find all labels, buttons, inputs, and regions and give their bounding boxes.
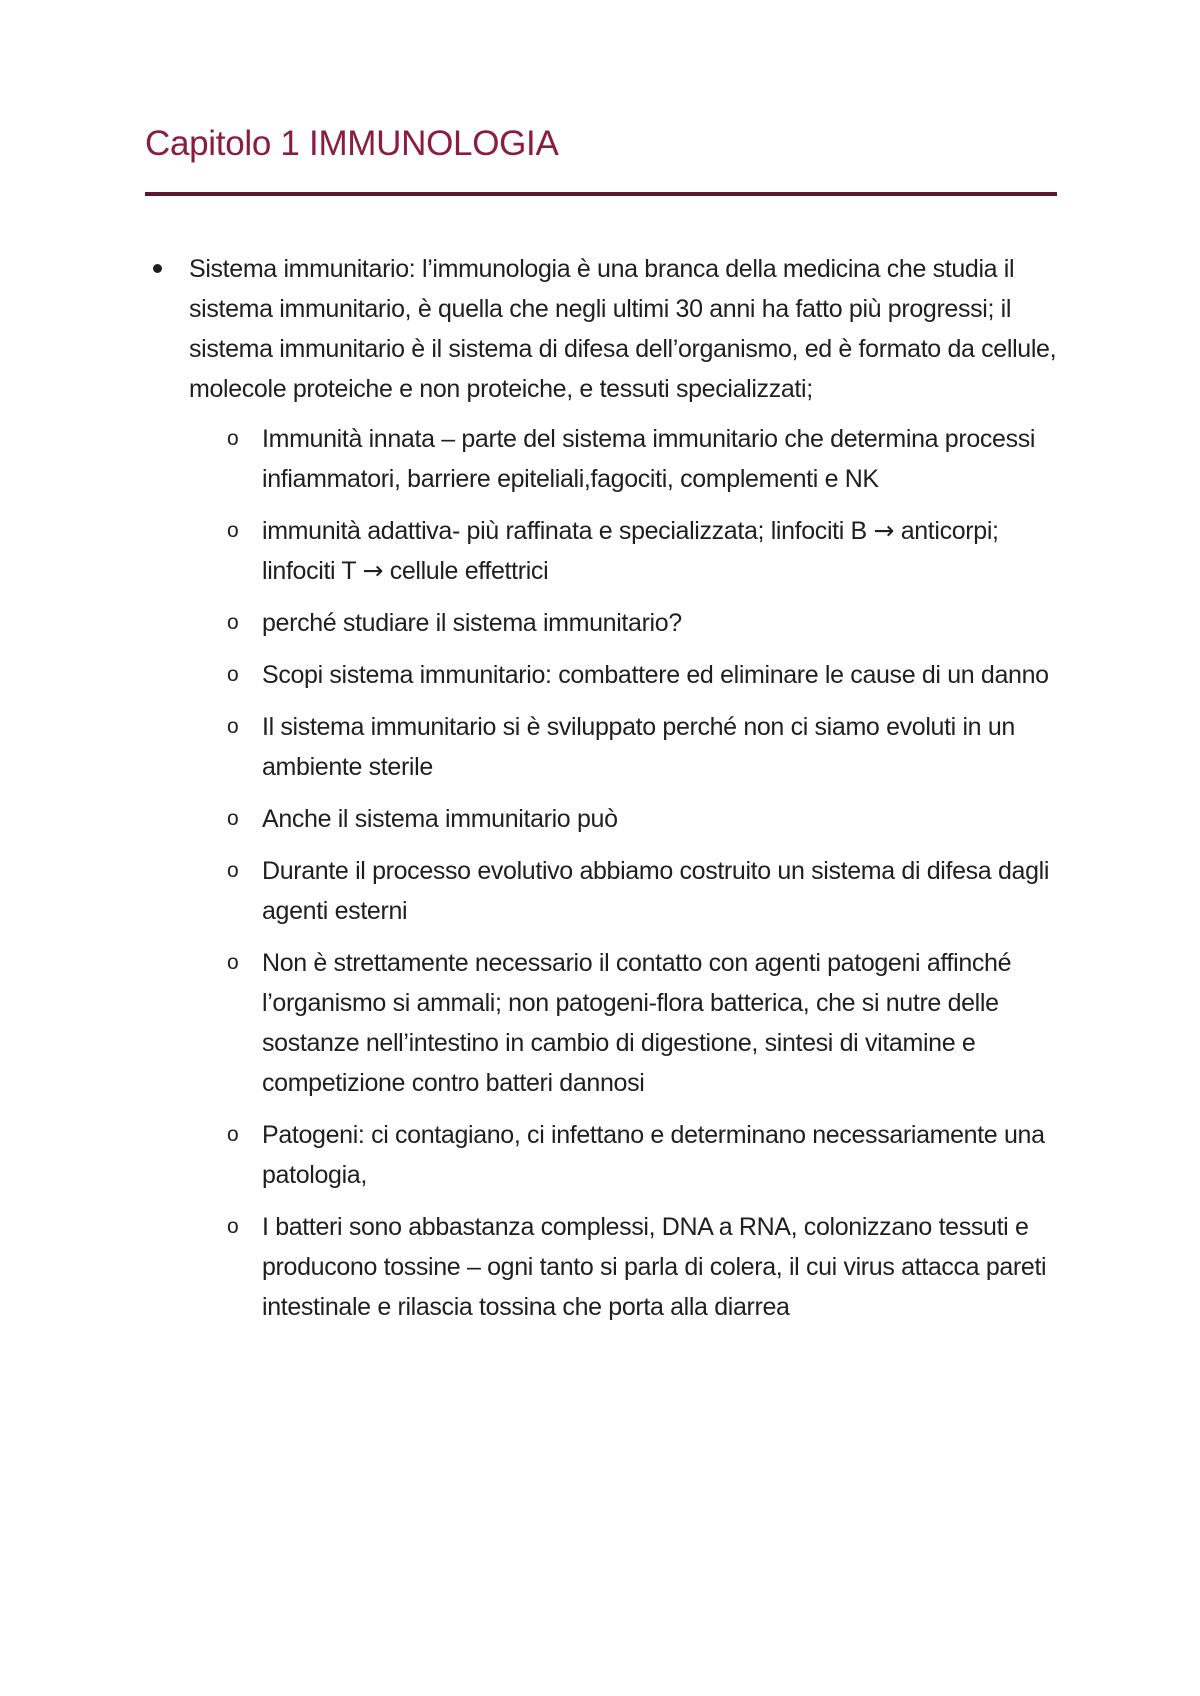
circle-bullet-icon: o	[227, 1215, 239, 1238]
sub-bullet-item	[145, 707, 1065, 787]
sub-bullet-item	[145, 851, 1065, 931]
document-body	[145, 249, 1065, 1339]
circle-bullet-icon: o	[227, 807, 239, 830]
circle-bullet-icon: o	[227, 427, 239, 450]
sub-bullet-text: immunità adattiva- più raffinata e specializzata; linfociti B	[262, 517, 874, 545]
circle-bullet-icon: o	[227, 1123, 239, 1146]
sub-bullet-text: Durante il processo evolutivo abbiamo costruito un sistema di difesa dagli agenti esterni	[262, 857, 1050, 925]
circle-bullet-icon: o	[227, 715, 239, 738]
sub-bullet-item	[145, 1115, 1065, 1195]
circle-bullet-icon: o	[227, 663, 239, 686]
sub-bullet-text: Immunità innata – parte del sistema immunitario che determina processi infiammatori, barriere epiteliali,fagociti, complementi e NK	[262, 425, 1036, 493]
arrow-right-icon: →	[362, 556, 384, 585]
sub-bullet-item	[145, 419, 1065, 499]
sub-bullet-item	[145, 603, 1065, 643]
arrow-right-icon: →	[873, 516, 895, 545]
sub-bullet-text: anticorpi; linfociti T	[262, 517, 999, 585]
sub-bullet-item	[145, 799, 1065, 839]
sub-bullet-text: Patogeni: ci contagiano, ci infettano e determinano necessariamente una patologia,	[262, 1121, 1045, 1189]
sub-bullet-text: Scopi sistema immunitario: combattere ed eliminare le cause di un danno	[262, 661, 1049, 689]
bullet-text: Sistema immunitario: l’immunologia è una branca della medicina che studia il sistema immunitario, è quella che negli ultimi 30 anni ha fatto più progressi; il sistema immunitario è il sistema di difesa dell’organismo, ed è formato da cellule, molecole proteiche e non proteiche, e tessuti specializzati;	[189, 255, 1057, 403]
sub-bullet-text: Il sistema immunitario si è sviluppato perché non ci siamo evoluti in un ambiente sterile	[262, 713, 1015, 781]
sub-bullet-item	[145, 511, 1065, 591]
page-title: Capitolo 1 IMMUNOLOGIA	[145, 124, 559, 163]
sub-bullet-text: perché studiare il sistema immunitario?	[262, 609, 682, 637]
sub-bullet-item	[145, 1207, 1065, 1327]
title-underline	[145, 192, 1057, 196]
sub-bullet-text: I batteri sono abbastanza complessi, DNA a RNA, colonizzano tessuti e producono tossine – ogni tanto si parla di colera, il cui virus attacca pareti intestinale e rilascia tossina che porta alla diarrea	[262, 1213, 1047, 1321]
sub-bullet-item	[145, 943, 1065, 1103]
circle-bullet-icon: o	[227, 519, 239, 542]
bullet-dot-icon	[153, 264, 162, 273]
circle-bullet-icon: o	[227, 859, 239, 882]
sub-bullet-text: Non è strettamente necessario il contatto con agenti patogeni affinché l’organismo si ammali; non patogeni-flora batterica, che si nutre delle sostanze nell’intestino in cambio di digestione, sintesi di vitamine e competizione contro batteri dannosi	[262, 949, 1012, 1097]
sub-bullet-list	[145, 419, 1065, 1327]
circle-bullet-icon: o	[227, 951, 239, 974]
circle-bullet-icon: o	[227, 611, 239, 634]
sub-bullet-text: Anche il sistema immunitario può	[262, 805, 618, 833]
bullet-item-sistema-immunitario	[145, 249, 1065, 409]
sub-bullet-item	[145, 655, 1065, 695]
sub-bullet-text: cellule effettrici	[383, 557, 549, 585]
